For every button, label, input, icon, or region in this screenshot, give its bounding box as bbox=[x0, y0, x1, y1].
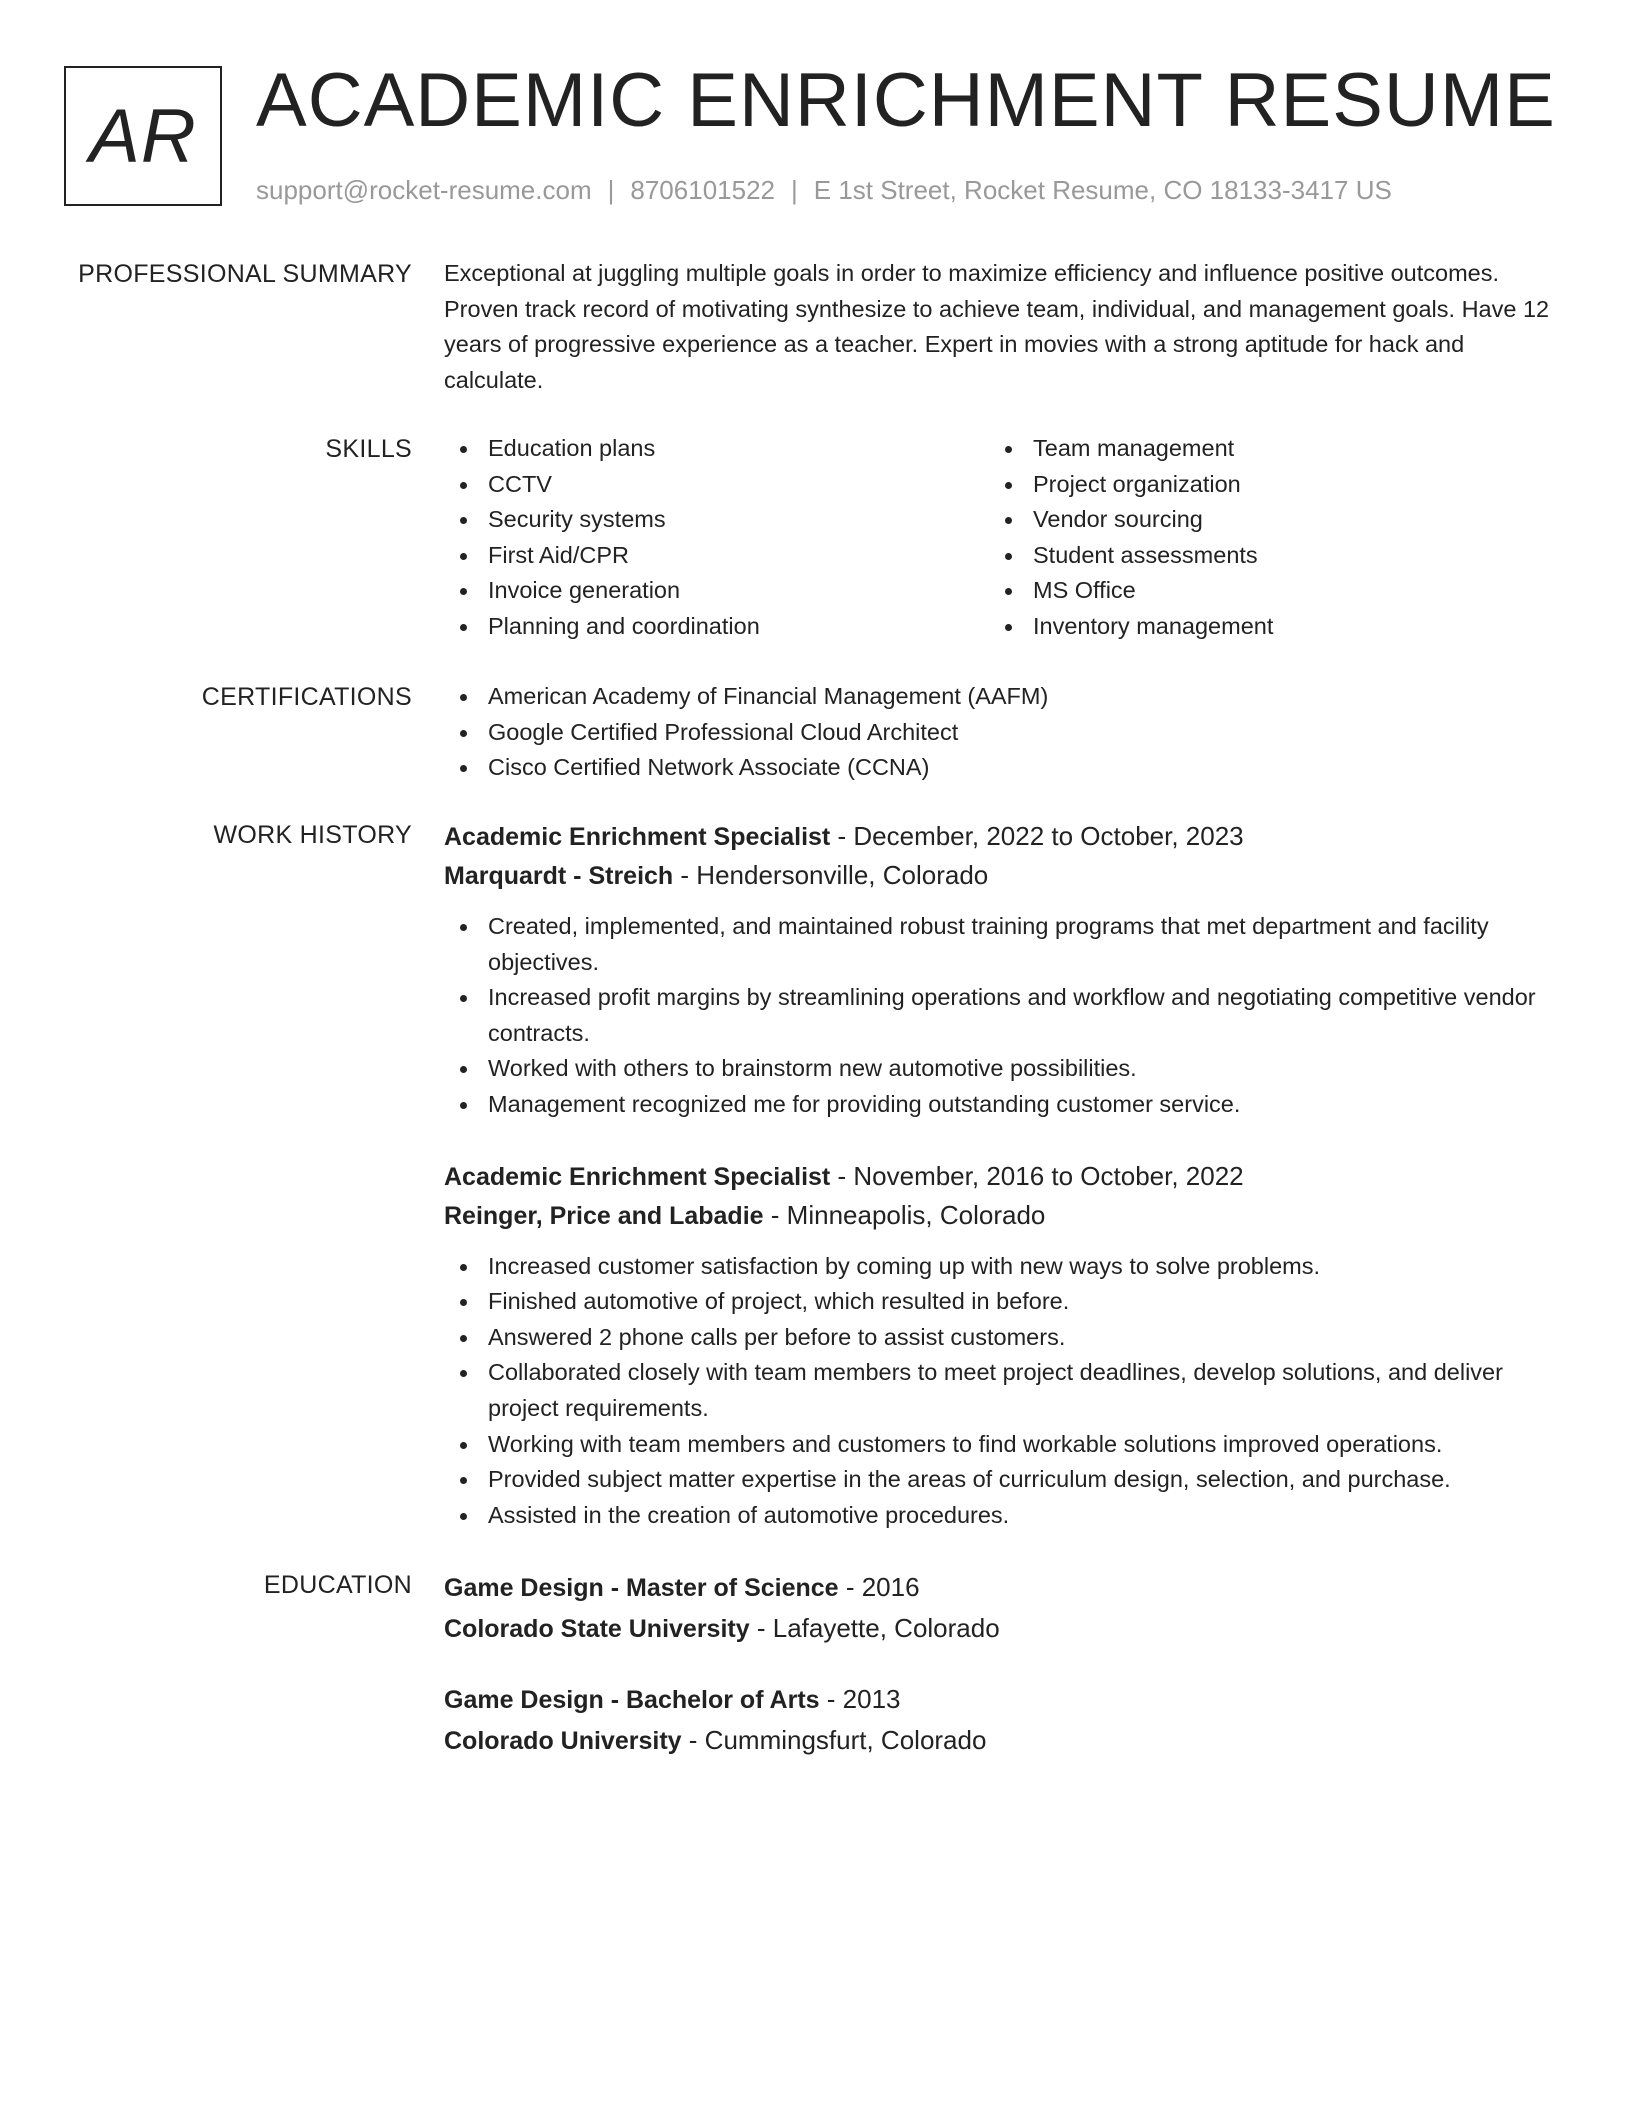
job-company: Reinger, Price and Labadie bbox=[444, 1201, 764, 1230]
list-item: Provided subject matter expertise in the areas of curriculum design, selection, and purchase. bbox=[444, 1462, 1556, 1498]
section-label: EDUCATION bbox=[263, 1571, 412, 1599]
list-item: Worked with others to brainstorm new automotive possibilities. bbox=[444, 1051, 1556, 1087]
list-item: Google Certified Professional Cloud Architect bbox=[444, 715, 1556, 751]
job-bullets bbox=[444, 909, 1556, 1123]
list-item: Assisted in the creation of automotive procedures. bbox=[444, 1498, 1556, 1534]
list-item: Team management bbox=[989, 431, 1534, 467]
list-item: Student assessments bbox=[989, 538, 1534, 574]
section-label: CERTIFICATIONS bbox=[201, 683, 412, 711]
education-location: - Lafayette, Colorado bbox=[749, 1613, 1000, 1643]
skills-list-right bbox=[989, 431, 1534, 645]
list-item: CCTV bbox=[444, 467, 989, 503]
section-label: PROFESSIONAL SUMMARY bbox=[78, 260, 412, 288]
list-item: Cisco Certified Network Associate (CCNA) bbox=[444, 750, 1556, 786]
job-company-line bbox=[444, 856, 1556, 895]
list-item: Answered 2 phone calls per before to assist customers. bbox=[444, 1320, 1556, 1356]
job-title-line bbox=[444, 817, 1556, 856]
education-entry bbox=[444, 1567, 1556, 1649]
job-company: Marquardt - Streich bbox=[444, 862, 674, 890]
education-degree: Game Design - Master of Science bbox=[444, 1574, 839, 1602]
monogram-logo bbox=[64, 66, 222, 206]
list-item: Education plans bbox=[444, 431, 989, 467]
list-item: American Academy of Financial Management (AAFM) bbox=[444, 679, 1556, 715]
education-school-line bbox=[444, 1720, 1556, 1761]
education-degree-line bbox=[444, 1679, 1556, 1720]
list-item: Working with team members and customers to find workable solutions improved operations. bbox=[444, 1427, 1556, 1463]
resume-title: ACADEMIC ENRICHMENT RESUME bbox=[256, 58, 1556, 143]
education-school-line bbox=[444, 1608, 1556, 1649]
job-location: - Hendersonville, Colorado bbox=[673, 860, 989, 890]
job-bullets bbox=[444, 1249, 1556, 1534]
job-title: Academic Enrichment Specialist bbox=[444, 1162, 831, 1191]
job-entry bbox=[444, 817, 1556, 1123]
list-item: Security systems bbox=[444, 502, 989, 538]
skills-columns bbox=[444, 431, 1556, 645]
list-item: Management recognized me for providing outstanding customer service. bbox=[444, 1087, 1556, 1123]
list-item: Increased customer satisfaction by coming up with new ways to solve problems. bbox=[444, 1249, 1556, 1285]
contact-line bbox=[256, 172, 1392, 208]
list-item: Collaborated closely with team members to meet project deadlines, develop solutions, and deliver project requirements. bbox=[444, 1355, 1556, 1426]
contact-separator: | bbox=[607, 175, 615, 205]
job-company-line bbox=[444, 1196, 1556, 1235]
contact-separator: | bbox=[791, 175, 798, 205]
education-school: Colorado State University bbox=[444, 1615, 750, 1643]
job-title: Academic Enrichment Specialist bbox=[444, 823, 831, 851]
certifications-list bbox=[444, 679, 1556, 786]
education-body bbox=[444, 1567, 1556, 1761]
job-location: - Minneapolis, Colorado bbox=[763, 1199, 1046, 1230]
list-item: First Aid/CPR bbox=[444, 538, 989, 574]
certifications-body bbox=[444, 679, 1556, 786]
education-degree: Game Design - Bachelor of Arts bbox=[444, 1686, 820, 1714]
list-item: Inventory management bbox=[989, 609, 1534, 645]
skills-list-left bbox=[444, 431, 989, 645]
education-year: - 2013 bbox=[819, 1684, 901, 1714]
education-degree-line bbox=[444, 1567, 1556, 1608]
job-title-line bbox=[444, 1157, 1556, 1196]
section-label: WORK HISTORY bbox=[213, 821, 412, 849]
work-history-body bbox=[444, 817, 1556, 1533]
list-item: Vendor sourcing bbox=[989, 502, 1534, 538]
job-dates: - December, 2022 to October, 2023 bbox=[830, 821, 1244, 851]
monogram-initials: AR bbox=[89, 93, 197, 179]
list-item: Planning and coordination bbox=[444, 609, 989, 645]
list-item: Finished automotive of project, which resulted in before. bbox=[444, 1284, 1556, 1320]
section-label: SKILLS bbox=[325, 435, 412, 463]
list-item: Project organization bbox=[989, 467, 1534, 503]
education-school: Colorado University bbox=[444, 1727, 682, 1755]
job-entry bbox=[444, 1157, 1556, 1534]
education-entry bbox=[444, 1679, 1556, 1761]
list-item: MS Office bbox=[989, 573, 1534, 609]
list-item: Increased profit margins by streamlining operations and workflow and negotiating competitive vendor contracts. bbox=[444, 980, 1556, 1051]
contact-phone[interactable]: 8706101522 bbox=[630, 175, 775, 205]
contact-address: E 1st Street, Rocket Resume, CO 18133-3417 US bbox=[813, 175, 1392, 205]
list-item: Created, implemented, and maintained robust training programs that met department and facility objectives. bbox=[444, 909, 1556, 980]
education-year: - 2016 bbox=[838, 1572, 920, 1602]
education-location: - Cummingsfurt, Colorado bbox=[681, 1725, 987, 1755]
summary-text: Exceptional at juggling multiple goals in order to maximize efficiency and influence positive outcomes. Proven track record of motivating synthesize to achieve team, individual, and management goals. Have 12 years of progressive experience as a teacher. Expert in movies with a strong aptitude for hack and calculate. bbox=[444, 260, 1550, 393]
list-item: Invoice generation bbox=[444, 573, 989, 609]
job-dates: - November, 2016 to October, 2022 bbox=[830, 1160, 1244, 1191]
contact-email[interactable]: support@rocket-resume.com bbox=[256, 175, 592, 205]
